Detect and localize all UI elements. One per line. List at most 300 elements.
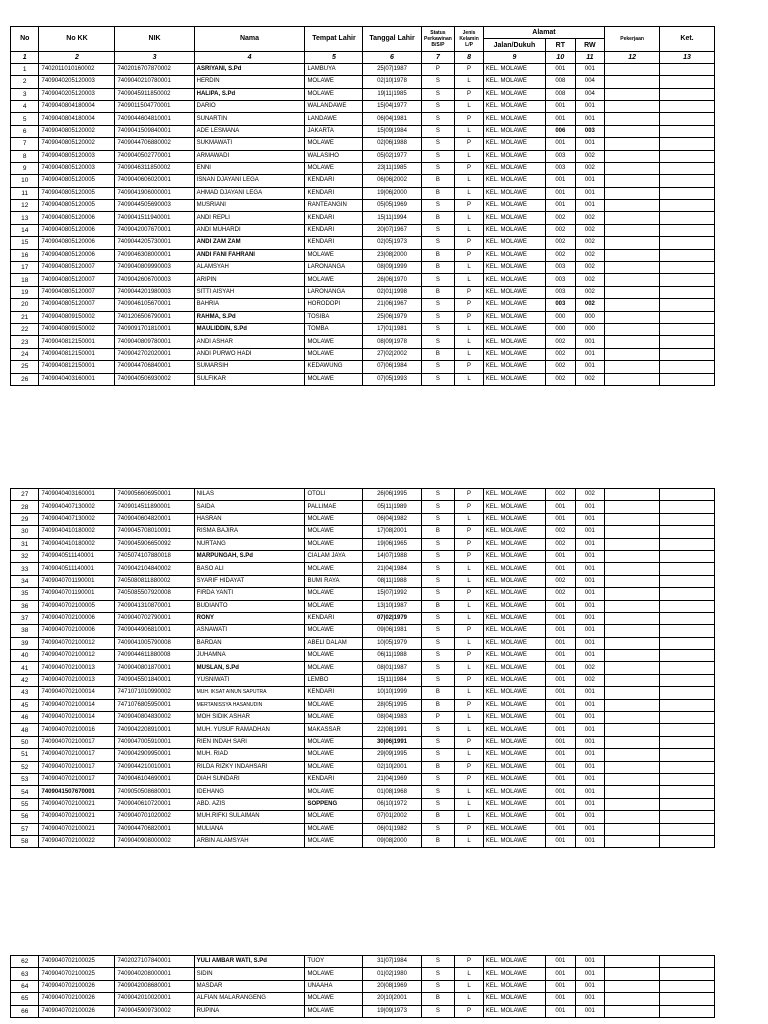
- table-row: [11, 513, 715, 525]
- table-row: [11, 612, 715, 624]
- status-cell: S: [421, 100, 455, 112]
- nama-cell: ARBIN ALAMSYAH: [194, 835, 305, 847]
- nik-cell: 7409040809990003: [115, 262, 194, 274]
- rt-cell: 002: [546, 224, 576, 236]
- tanggal-lahir-cell: 30|06|1991: [363, 736, 421, 748]
- jalan-cell: KEL. MOLAWE: [483, 968, 545, 980]
- tempat-lahir-cell: MOLAWE: [305, 538, 363, 550]
- pekerjaan-cell: [605, 237, 660, 249]
- row-number: 25: [11, 361, 39, 373]
- rw-cell: 002: [575, 212, 605, 224]
- jenis-kelamin-cell: L: [455, 125, 483, 137]
- rt-cell: 001: [546, 674, 576, 686]
- row-number: 16: [11, 249, 39, 261]
- ket-cell: [660, 249, 715, 261]
- nik-cell: 7409040702790001: [115, 612, 194, 624]
- nama-cell: MAULIDDIN, S.Pd: [194, 323, 305, 335]
- tempat-lahir-cell: MOLAWE: [305, 138, 363, 150]
- table-row: [11, 162, 715, 174]
- row-number: 8: [11, 150, 39, 162]
- tanggal-lahir-cell: 01|02|1980: [363, 968, 421, 980]
- tempat-lahir-cell: KEDAWUNG: [305, 361, 363, 373]
- status-cell: S: [421, 662, 455, 674]
- ket-cell: [660, 588, 715, 600]
- nik-cell: 7409040809780001: [115, 336, 194, 348]
- nik-cell: 7409042208910001: [115, 724, 194, 736]
- table-row: [11, 674, 715, 686]
- status-cell: B: [421, 811, 455, 823]
- ket-cell: [660, 712, 715, 724]
- nama-cell: ANDI REPLI: [194, 212, 305, 224]
- rt-cell: 002: [546, 373, 576, 385]
- tanggal-lahir-cell: 06|04|1982: [363, 513, 421, 525]
- column-number: 7: [421, 51, 455, 63]
- rw-cell: 002: [575, 150, 605, 162]
- tanggal-lahir-cell: 07|01|2002: [363, 811, 421, 823]
- ket-cell: [660, 501, 715, 513]
- tempat-lahir-cell: TUOY: [305, 956, 363, 968]
- header-tanggal-lahir: Tanggal Lahir: [363, 27, 421, 52]
- jalan-cell: KEL. MOLAWE: [483, 63, 545, 75]
- jenis-kelamin-cell: P: [455, 674, 483, 686]
- rt-cell: 001: [546, 175, 576, 187]
- header-rt: RT: [546, 39, 576, 51]
- pekerjaan-cell: [605, 63, 660, 75]
- ket-cell: [660, 968, 715, 980]
- table-row: [11, 249, 715, 261]
- tempat-lahir-cell: LEMBO: [305, 674, 363, 686]
- table-row: [11, 113, 715, 125]
- row-number: 6: [11, 125, 39, 137]
- tempat-lahir-cell: WALASIHO: [305, 150, 363, 162]
- nama-cell: ANDI ZAM ZAM: [194, 237, 305, 249]
- nama-cell: HERDIN: [194, 76, 305, 88]
- row-number: 3: [11, 88, 39, 100]
- nik-cell: 7409040610720001: [115, 798, 194, 810]
- tempat-lahir-cell: WALANDAWE: [305, 100, 363, 112]
- table-row: [11, 600, 715, 612]
- nik-cell: 7409041310870001: [115, 600, 194, 612]
- tanggal-lahir-cell: 07|06|1984: [363, 361, 421, 373]
- no-kk-cell: 7409040805120006: [39, 212, 115, 224]
- row-number: 63: [11, 968, 39, 980]
- jalan-cell: KEL. MOLAWE: [483, 373, 545, 385]
- jalan-cell: KEL. MOLAWE: [483, 224, 545, 236]
- nik-cell: 7409045501840001: [115, 674, 194, 686]
- status-cell: B: [421, 262, 455, 274]
- table-row: [11, 311, 715, 323]
- rt-cell: 003: [546, 299, 576, 311]
- pekerjaan-cell: [605, 513, 660, 525]
- no-kk-cell: 7409040812150001: [39, 336, 115, 348]
- ket-cell: [660, 513, 715, 525]
- status-cell: S: [421, 736, 455, 748]
- table-row: [11, 175, 715, 187]
- row-number: 9: [11, 162, 39, 174]
- jenis-kelamin-cell: P: [455, 526, 483, 538]
- rt-cell: 002: [546, 489, 576, 501]
- jalan-cell: KEL. MOLAWE: [483, 687, 545, 699]
- pekerjaan-cell: [605, 956, 660, 968]
- rw-cell: 001: [575, 175, 605, 187]
- jenis-kelamin-cell: L: [455, 980, 483, 992]
- rw-cell: 004: [575, 88, 605, 100]
- nama-cell: ALFIAN MALARANGENG: [194, 993, 305, 1005]
- pekerjaan-cell: [605, 968, 660, 980]
- tanggal-lahir-cell: 10|05|1979: [363, 637, 421, 649]
- header-status-perkawinan: Status Perkawinan B/S/P: [421, 27, 455, 52]
- population-table-section-3: [10, 955, 715, 1018]
- table-row: [11, 1005, 715, 1017]
- nama-cell: MUH. IKSAT AINUN SAPUTRA: [194, 687, 305, 699]
- rw-cell: 001: [575, 612, 605, 624]
- ket-cell: [660, 786, 715, 798]
- pekerjaan-cell: [605, 286, 660, 298]
- nama-cell: NURTANG: [194, 538, 305, 550]
- pekerjaan-cell: [605, 162, 660, 174]
- ket-cell: [660, 286, 715, 298]
- row-number: 57: [11, 823, 39, 835]
- jalan-cell: KEL. MOLAWE: [483, 811, 545, 823]
- nama-cell: ASNAWATI: [194, 625, 305, 637]
- jenis-kelamin-cell: L: [455, 712, 483, 724]
- row-number: 23: [11, 336, 39, 348]
- column-number: 3: [115, 51, 194, 63]
- tanggal-lahir-cell: 02|01|1998: [363, 286, 421, 298]
- pekerjaan-cell: [605, 1005, 660, 1017]
- no-kk-cell: 7402011010160002: [39, 63, 115, 75]
- tempat-lahir-cell: MOLAWE: [305, 249, 363, 261]
- status-cell: S: [421, 200, 455, 212]
- tanggal-lahir-cell: 08|01|1987: [363, 662, 421, 674]
- row-number: 22: [11, 323, 39, 335]
- rt-cell: 001: [546, 993, 576, 1005]
- pekerjaan-cell: [605, 336, 660, 348]
- population-table-section-1: [10, 26, 715, 386]
- nik-cell: 7409042606700003: [115, 274, 194, 286]
- jenis-kelamin-cell: P: [455, 699, 483, 711]
- nik-cell: 7409011504770001: [115, 100, 194, 112]
- ket-cell: [660, 113, 715, 125]
- row-number: 40: [11, 650, 39, 662]
- status-cell: S: [421, 823, 455, 835]
- nik-cell: 7409040208000001: [115, 968, 194, 980]
- nik-cell: 7409044210010001: [115, 761, 194, 773]
- table-row: [11, 993, 715, 1005]
- table-row: [11, 575, 715, 587]
- tempat-lahir-cell: JAKARTA: [305, 125, 363, 137]
- pekerjaan-cell: [605, 550, 660, 562]
- rt-cell: 001: [546, 550, 576, 562]
- rt-cell: 006: [546, 125, 576, 137]
- nama-cell: YUSNIWATI: [194, 674, 305, 686]
- tempat-lahir-cell: OTOLI: [305, 489, 363, 501]
- rw-cell: 001: [575, 823, 605, 835]
- row-number: 29: [11, 513, 39, 525]
- ket-cell: [660, 200, 715, 212]
- jenis-kelamin-cell: P: [455, 63, 483, 75]
- tanggal-lahir-cell: 20|07|1967: [363, 224, 421, 236]
- jalan-cell: KEL. MOLAWE: [483, 200, 545, 212]
- nik-cell: 7409040606020001: [115, 175, 194, 187]
- jenis-kelamin-cell: L: [455, 323, 483, 335]
- table-row: [11, 76, 715, 88]
- tanggal-lahir-cell: 06|01|1982: [363, 823, 421, 835]
- row-number: 55: [11, 798, 39, 810]
- rt-cell: 001: [546, 798, 576, 810]
- rt-cell: 001: [546, 650, 576, 662]
- nama-cell: ISNAN DJAYANI LEGA: [194, 175, 305, 187]
- table-row: [11, 361, 715, 373]
- status-cell: S: [421, 538, 455, 550]
- jalan-cell: KEL. MOLAWE: [483, 650, 545, 662]
- tempat-lahir-cell: PALLIMAE: [305, 501, 363, 513]
- nama-cell: BASO ALI: [194, 563, 305, 575]
- pekerjaan-cell: [605, 373, 660, 385]
- tanggal-lahir-cell: 31|07|1984: [363, 956, 421, 968]
- status-cell: S: [421, 798, 455, 810]
- tempat-lahir-cell: KENDARI: [305, 175, 363, 187]
- nama-cell: ANDI PURWO HADI: [194, 348, 305, 360]
- table-row: [11, 835, 715, 847]
- rt-cell: 001: [546, 773, 576, 785]
- jenis-kelamin-cell: L: [455, 224, 483, 236]
- table-row: [11, 724, 715, 736]
- tanggal-lahir-cell: 08|09|1999: [363, 262, 421, 274]
- row-number: 65: [11, 993, 39, 1005]
- table-row: [11, 138, 715, 150]
- pekerjaan-cell: [605, 600, 660, 612]
- pekerjaan-cell: [605, 200, 660, 212]
- rt-cell: 001: [546, 687, 576, 699]
- tanggal-lahir-cell: 08|11|1988: [363, 575, 421, 587]
- ket-cell: [660, 956, 715, 968]
- row-number: 41: [11, 662, 39, 674]
- tempat-lahir-cell: MOLAWE: [305, 993, 363, 1005]
- nik-cell: 7409042702020001: [115, 348, 194, 360]
- rw-cell: 001: [575, 699, 605, 711]
- no-kk-cell: 7409040702100012: [39, 637, 115, 649]
- no-kk-cell: 7409040702100026: [39, 993, 115, 1005]
- row-number: 18: [11, 274, 39, 286]
- rw-cell: 004: [575, 76, 605, 88]
- ket-cell: [660, 100, 715, 112]
- header-tempat-lahir: Tempat Lahir: [305, 27, 363, 52]
- column-number: 1: [11, 51, 39, 63]
- tempat-lahir-cell: MOLAWE: [305, 749, 363, 761]
- rt-cell: 002: [546, 361, 576, 373]
- jalan-cell: KEL. MOLAWE: [483, 138, 545, 150]
- nik-cell: 7409050508680001: [115, 786, 194, 798]
- nama-cell: ARMAWADI: [194, 150, 305, 162]
- jalan-cell: KEL. MOLAWE: [483, 662, 545, 674]
- row-number: 19: [11, 286, 39, 298]
- nama-cell: BUDIANTO: [194, 600, 305, 612]
- nik-cell: 7409044505690003: [115, 200, 194, 212]
- tempat-lahir-cell: MOLAWE: [305, 968, 363, 980]
- nik-cell: 7409040502770001: [115, 150, 194, 162]
- row-number: 39: [11, 637, 39, 649]
- nik-cell: 7409044201980003: [115, 286, 194, 298]
- pekerjaan-cell: [605, 138, 660, 150]
- rw-cell: 001: [575, 712, 605, 724]
- tanggal-lahir-cell: 05|02|1977: [363, 150, 421, 162]
- table-row: [11, 811, 715, 823]
- tanggal-lahir-cell: 20|10|2001: [363, 993, 421, 1005]
- table-row: [11, 262, 715, 274]
- rw-cell: 001: [575, 100, 605, 112]
- column-number: 6: [363, 51, 421, 63]
- jenis-kelamin-cell: L: [455, 993, 483, 1005]
- rw-cell: 001: [575, 361, 605, 373]
- no-kk-cell: 7409040701190001: [39, 575, 115, 587]
- population-table-section-2: [10, 488, 715, 848]
- status-cell: S: [421, 125, 455, 137]
- nama-cell: DARIO: [194, 100, 305, 112]
- nik-cell: 7409040701020002: [115, 811, 194, 823]
- rw-cell: 001: [575, 736, 605, 748]
- rw-cell: 001: [575, 550, 605, 562]
- row-number: 7: [11, 138, 39, 150]
- row-number: 31: [11, 538, 39, 550]
- nik-cell: 7409056606950001: [115, 489, 194, 501]
- jenis-kelamin-cell: P: [455, 650, 483, 662]
- rw-cell: 001: [575, 687, 605, 699]
- tempat-lahir-cell: MOLAWE: [305, 786, 363, 798]
- status-cell: S: [421, 361, 455, 373]
- header-alamat: Alamat: [483, 27, 604, 39]
- rw-cell: 001: [575, 575, 605, 587]
- tanggal-lahir-cell: 09|08|2000: [363, 835, 421, 847]
- jenis-kelamin-cell: L: [455, 811, 483, 823]
- row-number: 15: [11, 237, 39, 249]
- jenis-kelamin-cell: P: [455, 299, 483, 311]
- tanggal-lahir-cell: 25|07|1987: [363, 63, 421, 75]
- no-kk-cell: 7409040702100017: [39, 761, 115, 773]
- no-kk-cell: 7409040804180004: [39, 113, 115, 125]
- row-number: 28: [11, 501, 39, 513]
- jenis-kelamin-cell: L: [455, 798, 483, 810]
- pekerjaan-cell: [605, 113, 660, 125]
- rw-cell: 001: [575, 538, 605, 550]
- jalan-cell: KEL. MOLAWE: [483, 299, 545, 311]
- nik-cell: 7409044205730001: [115, 237, 194, 249]
- pekerjaan-cell: [605, 786, 660, 798]
- pekerjaan-cell: [605, 637, 660, 649]
- ket-cell: [660, 980, 715, 992]
- row-number: 54: [11, 786, 39, 798]
- nik-cell: 7409044611880008: [115, 650, 194, 662]
- nama-cell: MOH SIDIK ASHAR: [194, 712, 305, 724]
- jenis-kelamin-cell: P: [455, 538, 483, 550]
- rw-cell: 001: [575, 526, 605, 538]
- jalan-cell: KEL. MOLAWE: [483, 575, 545, 587]
- table-row: [11, 348, 715, 360]
- table-row: [11, 980, 715, 992]
- jalan-cell: KEL. MOLAWE: [483, 113, 545, 125]
- tempat-lahir-cell: MOLAWE: [305, 88, 363, 100]
- row-number: 45: [11, 699, 39, 711]
- table-row: [11, 489, 715, 501]
- rw-cell: 001: [575, 563, 605, 575]
- jalan-cell: KEL. MOLAWE: [483, 125, 545, 137]
- jenis-kelamin-cell: L: [455, 749, 483, 761]
- row-number: 10: [11, 175, 39, 187]
- rt-cell: 003: [546, 262, 576, 274]
- pekerjaan-cell: [605, 588, 660, 600]
- nama-cell: RONY: [194, 612, 305, 624]
- jenis-kelamin-cell: L: [455, 968, 483, 980]
- section-3-rows: [11, 956, 715, 1018]
- header-pekerjaan: Pekerjaan: [605, 27, 660, 52]
- ket-cell: [660, 299, 715, 311]
- tempat-lahir-cell: LARONANGA: [305, 286, 363, 298]
- no-kk-cell: 7409040702100005: [39, 600, 115, 612]
- tanggal-lahir-cell: 29|09|1995: [363, 749, 421, 761]
- nama-cell: HASRAN: [194, 513, 305, 525]
- column-number: 8: [455, 51, 483, 63]
- nama-cell: MARPUNGAH, S.Pd: [194, 550, 305, 562]
- jalan-cell: KEL. MOLAWE: [483, 237, 545, 249]
- jenis-kelamin-cell: L: [455, 348, 483, 360]
- nik-cell: 7409041509840001: [115, 125, 194, 137]
- rw-cell: 002: [575, 674, 605, 686]
- nama-cell: SUKMAWATI: [194, 138, 305, 150]
- nik-cell: 7409091701810001: [115, 323, 194, 335]
- jenis-kelamin-cell: L: [455, 575, 483, 587]
- rw-cell: 001: [575, 724, 605, 736]
- row-number: 27: [11, 489, 39, 501]
- rw-cell: 001: [575, 138, 605, 150]
- nik-cell: 7409044906810001: [115, 625, 194, 637]
- no-kk-cell: 7409040804180004: [39, 100, 115, 112]
- rt-cell: 003: [546, 286, 576, 298]
- row-number: 20: [11, 299, 39, 311]
- no-kk-cell: 7409040805120007: [39, 262, 115, 274]
- table-row: [11, 274, 715, 286]
- table-row: [11, 501, 715, 513]
- nik-cell: 7409045906650092: [115, 538, 194, 550]
- ket-cell: [660, 835, 715, 847]
- table-row: [11, 761, 715, 773]
- no-kk-cell: 7409040702100014: [39, 687, 115, 699]
- ket-cell: [660, 175, 715, 187]
- rt-cell: 001: [546, 138, 576, 150]
- no-kk-cell: 7409040702100021: [39, 823, 115, 835]
- no-kk-cell: 7409040701190001: [39, 588, 115, 600]
- ket-cell: [660, 662, 715, 674]
- rw-cell: 003: [575, 125, 605, 137]
- rw-cell: 001: [575, 761, 605, 773]
- table-row: [11, 88, 715, 100]
- pekerjaan-cell: [605, 100, 660, 112]
- pekerjaan-cell: [605, 650, 660, 662]
- nik-cell: 7409042008680001: [115, 980, 194, 992]
- column-number: 11: [575, 51, 605, 63]
- rw-cell: 001: [575, 63, 605, 75]
- ket-cell: [660, 823, 715, 835]
- nama-cell: SITTI AISYAH: [194, 286, 305, 298]
- column-number: 13: [660, 51, 715, 63]
- jenis-kelamin-cell: L: [455, 612, 483, 624]
- header-jenis-kelamin: Jenis Kelamin L/P: [455, 27, 483, 52]
- rt-cell: 002: [546, 526, 576, 538]
- nama-cell: ENNI: [194, 162, 305, 174]
- status-cell: S: [421, 968, 455, 980]
- table-row: [11, 650, 715, 662]
- ket-cell: [660, 600, 715, 612]
- rw-cell: 001: [575, 749, 605, 761]
